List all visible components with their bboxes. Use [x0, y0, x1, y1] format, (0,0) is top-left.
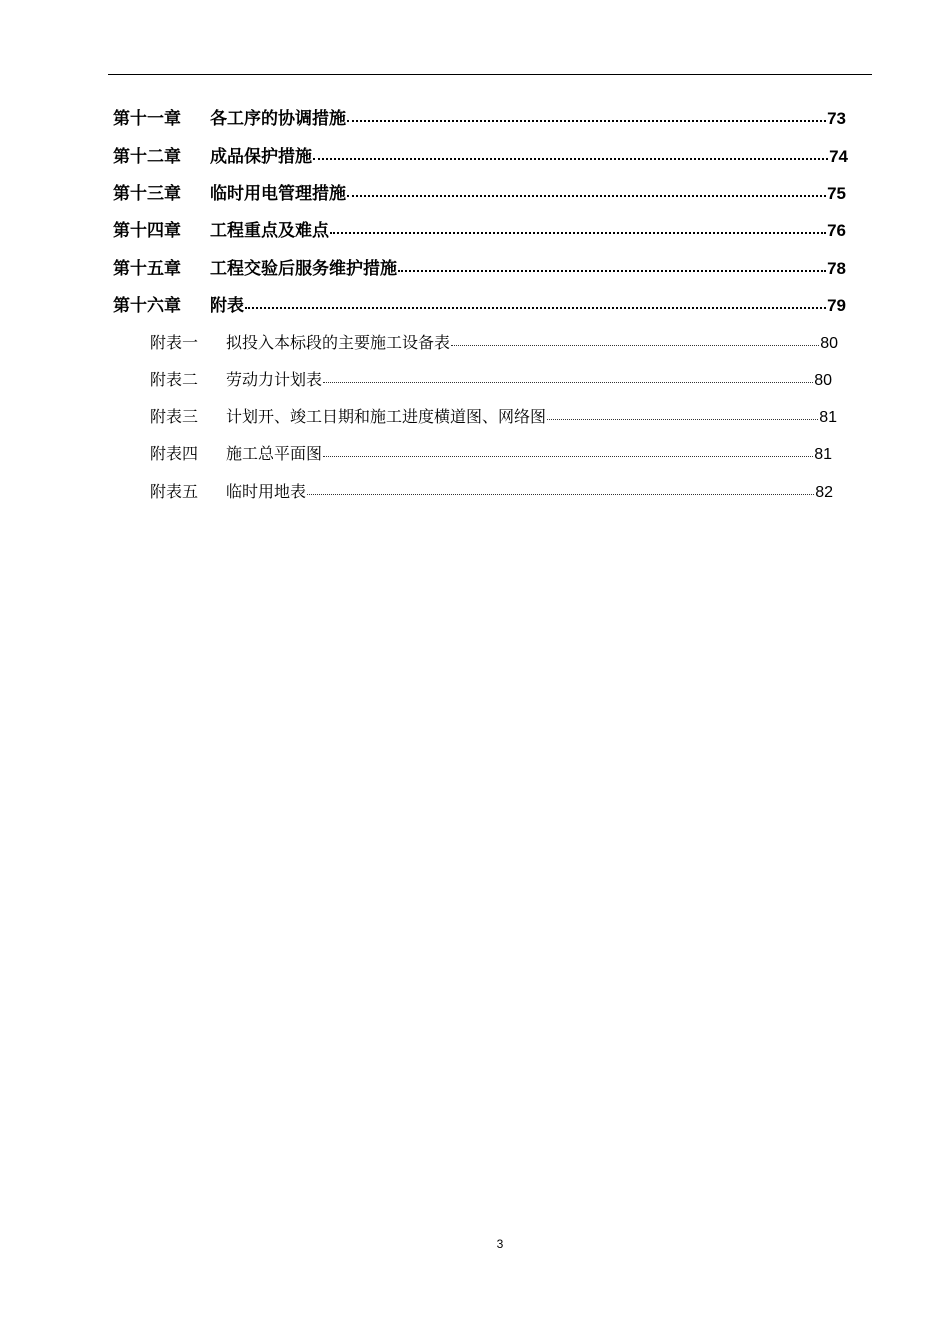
toc-dot-leader: [323, 443, 813, 459]
toc-entry-chapter-13[interactable]: [113, 182, 846, 203]
toc-page-number: 74: [829, 147, 848, 166]
toc-entry-chapter-11[interactable]: [113, 107, 846, 128]
toc-dot-leader: [347, 107, 826, 124]
toc-appendix-number: 附表三: [150, 407, 199, 426]
table-of-contents: [0, 0, 950, 600]
toc-chapter-title: 成品保护措施: [210, 147, 312, 167]
toc-appendix-number: 附表一: [150, 333, 199, 352]
toc-page-number: 76: [827, 221, 846, 240]
toc-dot-leader: [398, 257, 826, 274]
toc-appendix-title: 施工总平面图: [226, 444, 323, 463]
toc-dot-leader: [245, 294, 826, 311]
toc-dot-leader: [347, 182, 826, 199]
toc-chapter-number: 第十五章: [113, 259, 181, 279]
toc-chapter-number: 第十二章: [113, 147, 181, 167]
toc-appendix-title: 计划开、竣工日期和施工进度横道图、网络图: [226, 407, 547, 426]
footer-page-number: 3: [496, 1237, 504, 1251]
toc-entry-chapter-14[interactable]: [113, 219, 846, 240]
toc-chapter-number: 第十六章: [113, 296, 181, 316]
toc-chapter-title: 工程交验后服务维护措施: [210, 259, 397, 279]
toc-dot-leader: [323, 369, 813, 385]
toc-appendix-number: 附表四: [150, 444, 199, 463]
toc-dot-leader: [330, 219, 826, 236]
toc-page-number: 82: [815, 484, 833, 501]
toc-chapter-title: 工程重点及难点: [210, 221, 329, 241]
toc-appendix-title: 临时用地表: [226, 482, 307, 501]
toc-entry-chapter-16[interactable]: [113, 294, 846, 315]
toc-page-number: 78: [827, 259, 846, 278]
toc-entry-appendix-5[interactable]: [150, 481, 833, 501]
toc-entry-appendix-3[interactable]: [150, 406, 837, 426]
toc-chapter-number: 第十四章: [113, 221, 181, 241]
toc-dot-leader: [313, 145, 828, 162]
toc-chapter-title: 附表: [210, 296, 244, 316]
toc-dot-leader: [307, 481, 814, 497]
toc-page-number: 73: [827, 109, 846, 128]
toc-page-number: 75: [827, 184, 846, 203]
toc-appendix-title: 拟投入本标段的主要施工设备表: [226, 333, 451, 352]
toc-appendix-title: 劳动力计划表: [226, 370, 323, 389]
toc-chapter-number: 第十一章: [113, 109, 181, 129]
toc-chapter-number: 第十三章: [113, 184, 181, 204]
toc-entry-chapter-12[interactable]: [113, 145, 848, 166]
toc-chapter-title: 临时用电管理措施: [210, 184, 346, 204]
toc-appendix-number: 附表五: [150, 482, 199, 501]
toc-dot-leader: [451, 332, 819, 348]
toc-chapter-title: 各工序的协调措施: [210, 109, 346, 129]
toc-entry-chapter-15[interactable]: [113, 257, 846, 278]
toc-page-number: 81: [819, 409, 837, 426]
toc-page-number: 81: [814, 446, 832, 463]
toc-page-number: 79: [827, 296, 846, 315]
toc-page-number: 80: [820, 335, 838, 352]
toc-entry-appendix-4[interactable]: [150, 443, 832, 463]
toc-appendix-number: 附表二: [150, 370, 199, 389]
toc-dot-leader: [547, 406, 818, 422]
toc-page-number: 80: [814, 372, 832, 389]
toc-entry-appendix-1[interactable]: [150, 332, 838, 352]
toc-entry-appendix-2[interactable]: [150, 369, 832, 389]
